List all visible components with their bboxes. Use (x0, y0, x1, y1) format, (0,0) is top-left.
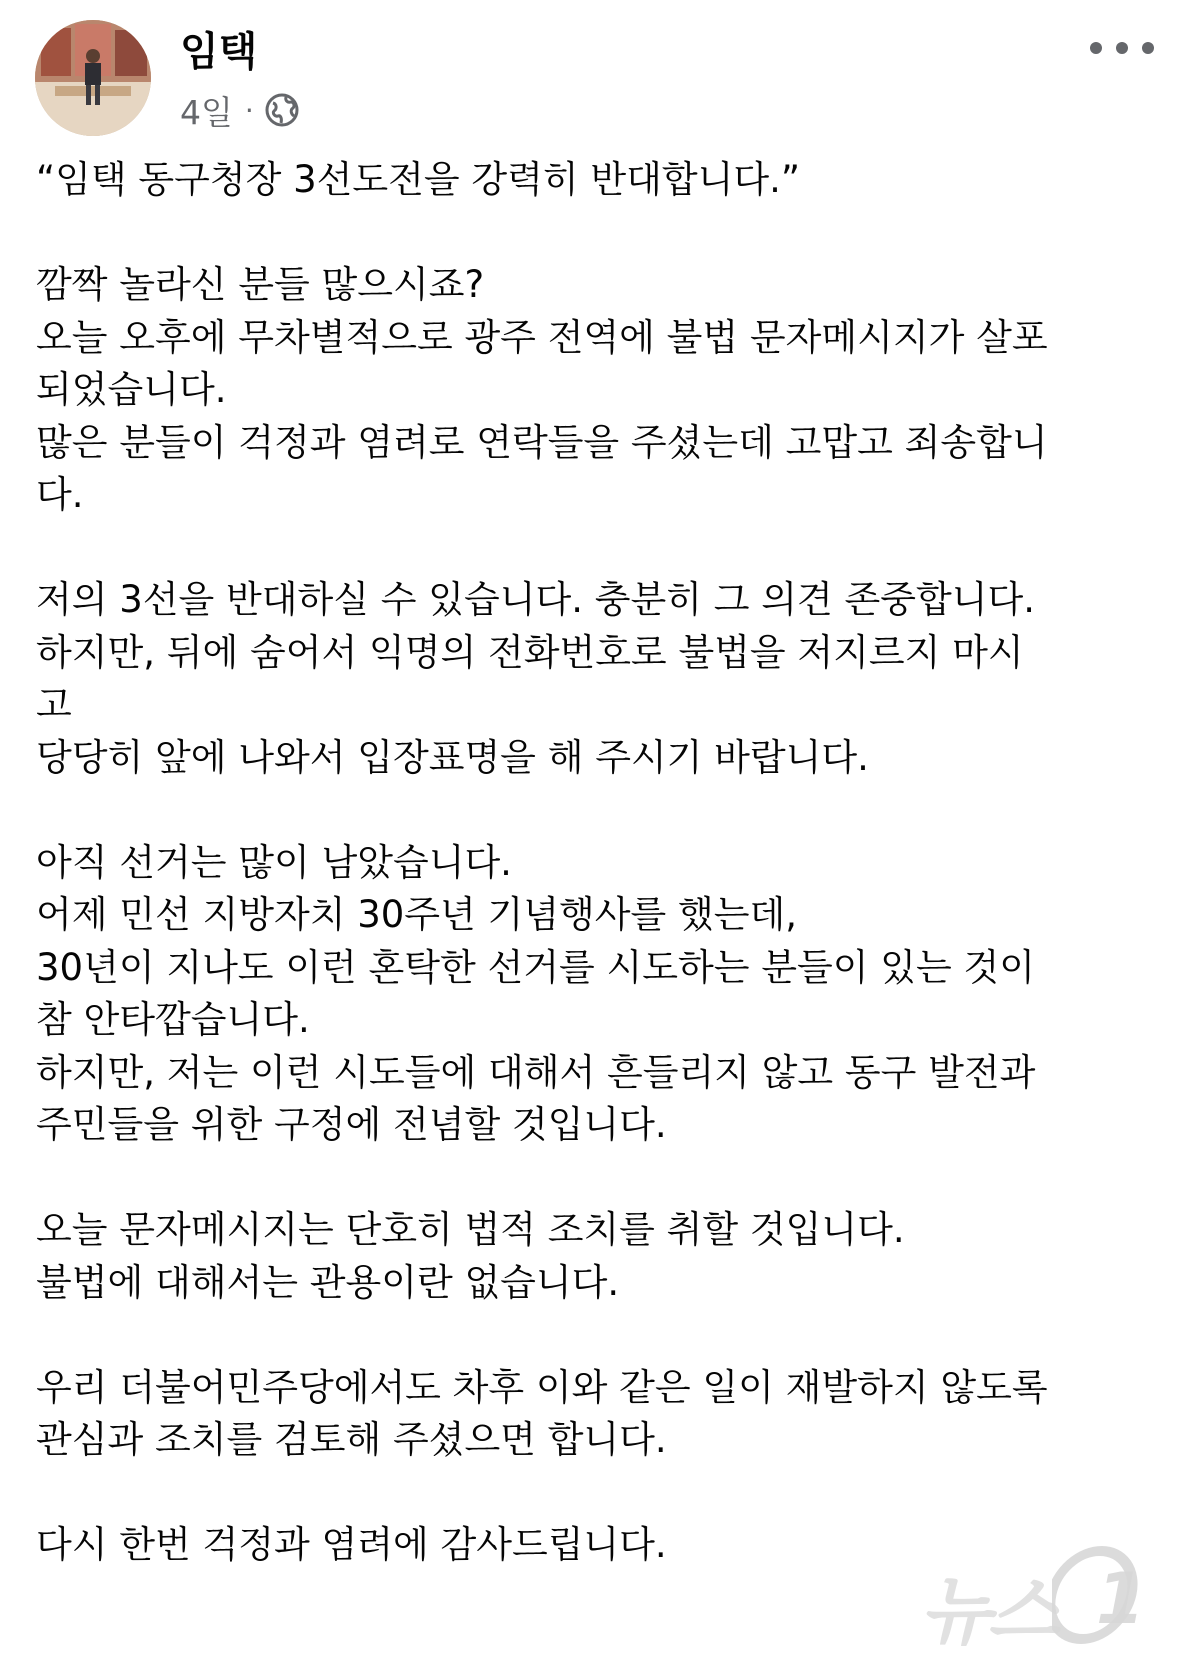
more-options-button[interactable] (1090, 30, 1154, 66)
post-text-line (36, 1152, 1146, 1205)
post-text-line: 하지만, 뒤에 숨어서 익명의 전화번호로 불법을 저지르지 마시 (36, 630, 1024, 674)
profile-photo (35, 20, 151, 136)
post-meta (180, 88, 300, 132)
post-text-line: 참 안타깝습니다. (36, 998, 310, 1041)
post-time[interactable]: 4일 (180, 92, 233, 132)
post-text-line: 관심과 조치를 검토해 주셨으면 합니다. (36, 1418, 667, 1461)
meta-separator: · (244, 93, 254, 127)
post-text-line: 30년이 지나도 이런 혼탁한 선거를 시도하는 분들이 있는 것이 (36, 945, 1035, 989)
more-dots-icon (1090, 42, 1102, 54)
post-text-line (36, 522, 1146, 575)
post-text-line: “임택 동구청장 3선도전을 강력히 반대합니다.” (36, 158, 801, 201)
post-text-line: 어제 민선 지방자치 30주년 기념행사를 했는데, (36, 893, 798, 936)
post-text-line: 하지만, 저는 이런 시도들에 대해서 흔들리지 않고 동구 발전과 (36, 1050, 1036, 1094)
post-text-line: 되었습니다. (36, 368, 227, 411)
post-text-line (36, 207, 1146, 260)
post-text-line: 다시 한번 걱정과 염려에 감사드립니다. (36, 1523, 667, 1566)
post-text-line: 아직 선거는 많이 남았습니다. (36, 840, 512, 884)
news1-watermark (920, 1545, 1160, 1655)
post-text-line: 당당히 앞에 나와서 입장표명을 해 주시기 바랍니다. (36, 735, 869, 779)
post-text-line: 오늘 문자메시지는 단호히 법적 조치를 취할 것입니다. (36, 1208, 905, 1251)
post-text-line: 저의 3선을 반대하실 수 있습니다. 충분히 그 의견 존중합니다. (36, 578, 1035, 621)
profile-avatar[interactable] (35, 20, 151, 136)
watermark-text: 뉴스 (920, 1569, 1055, 1655)
post-text-line (36, 784, 1146, 837)
post-text-line: 다. (36, 473, 84, 516)
post-text-line (36, 1309, 1146, 1362)
post-text (36, 154, 1146, 1572)
post-text-line: 오늘 오후에 무차별적으로 광주 전역에 불법 문자메시지가 살포 (36, 315, 1048, 359)
post-text-line: 깜짝 놀라신 분들 많으시죠? (36, 263, 485, 306)
globe-icon (264, 92, 300, 128)
post-text-line: 많은 분들이 걱정과 염려로 연락들을 주셨는데 고맙고 죄송합니 (36, 420, 1048, 464)
post-text-line: 우리 더불어민주당에서도 차후 이와 같은 일이 재발하지 않도록 (36, 1365, 1048, 1409)
post-text-line: 주민들을 위한 구정에 전념할 것입니다. (36, 1103, 667, 1146)
post-text-line: 고 (36, 683, 72, 726)
post-text-line: 불법에 대해서는 관용이란 없습니다. (36, 1260, 620, 1304)
watermark-logo-text: 1 (1096, 1558, 1145, 1640)
post-text-line (36, 1467, 1146, 1520)
author-name[interactable]: 임택 (180, 29, 258, 75)
news1-logo-icon (1052, 1545, 1152, 1645)
